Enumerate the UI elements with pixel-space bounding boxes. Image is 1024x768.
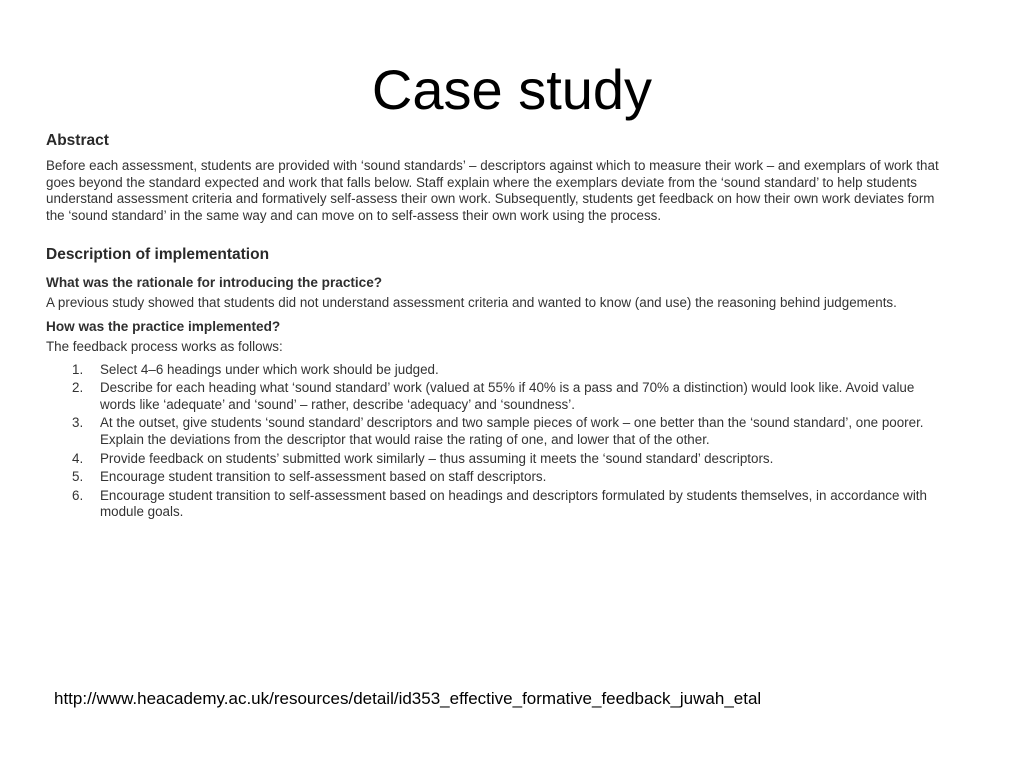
step-text: Describe for each heading what ‘sound standard’ work (valued at 55% if 40% is a pass and 70% a distinction) would look like. Avoid value words like ‘adequate’ and ‘sound’ – rather, describe ‘adequacy’ and ‘soundness’. — [100, 380, 915, 412]
step-number: 3. — [72, 415, 84, 431]
abstract-text: Before each assessment, students are provided with ‘sound standards’ – descriptors against which to measure their work – and exemplars of work that goes beyond the standard expected and work that falls below. Staff explain where the exemplars deviate from the ‘sound standard’ to help students understand assessment criteria and formatively self-assess their own work. Subsequently, students get feedback on how their own work deviates form the ‘sound standard’ in the same way and can move on to self-assess their own work using the process. — [46, 158, 939, 223]
list-item — [46, 415, 946, 448]
step-text: Encourage student transition to self-assessment based on staff descriptors. — [100, 469, 547, 485]
list-item — [46, 488, 946, 521]
how-question: How was the practice implemented? — [46, 318, 281, 334]
steps-list — [46, 362, 946, 521]
step-text: At the outset, give students ‘sound standard’ descriptors and two sample pieces of work – one better than the ‘sound standard’, one poorer. Explain the deviations from the descriptor that would raise the rating of one, and lower that of the other. — [100, 415, 924, 447]
step-number: 5. — [72, 469, 84, 485]
step-text: Provide feedback on students’ submitted work similarly – thus assuming it meets the ‘sound standard’ descriptors. — [100, 450, 774, 466]
step-number: 4. — [72, 450, 84, 466]
case-study-document — [46, 132, 946, 523]
list-item — [46, 469, 946, 486]
slide-title: Case study — [371, 58, 653, 121]
rationale-question: What was the rationale for introducing the practice? — [46, 275, 383, 291]
step-number: 6. — [72, 487, 84, 503]
step-text: Select 4–6 headings under which work should be judged. — [100, 361, 439, 377]
step-number: 2. — [72, 380, 84, 396]
abstract-heading: Abstract — [46, 132, 109, 149]
how-intro: The feedback process works as follows: — [46, 338, 283, 354]
implementation-heading: Description of implementation — [46, 246, 270, 264]
rationale-answer: A previous study showed that students did not understand assessment criteria and wanted to know (and use) the reasoning behind judgements. — [46, 295, 897, 311]
list-item — [46, 451, 946, 468]
step-text: Encourage student transition to self-assessment based on headings and descriptors formulated by students themselves, in accordance with module goals. — [100, 487, 927, 520]
list-item — [46, 380, 946, 413]
step-number: 1. — [72, 361, 84, 377]
source-url[interactable]: http://www.heacademy.ac.uk/resources/detail/id353_effective_formative_feedback_juwah_etal — [54, 689, 762, 708]
list-item — [46, 362, 946, 379]
